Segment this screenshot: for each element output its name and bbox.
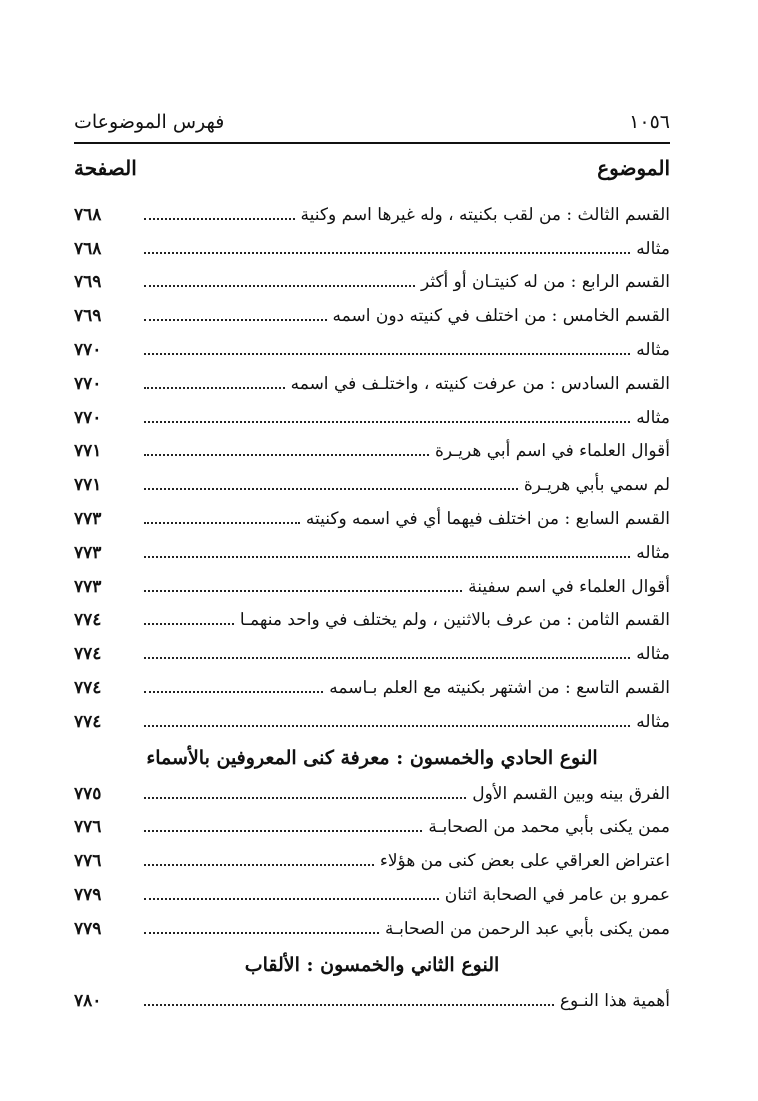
toc-entry (74, 536, 670, 570)
toc-entry-page: ٧٧٩ (74, 885, 102, 906)
toc-entry-title: عمرو بن عامر في الصحابة اثنان (444, 885, 670, 906)
toc-entry (74, 705, 670, 739)
toc-entry (74, 844, 670, 878)
dot-leader (144, 319, 327, 321)
dot-leader (144, 797, 466, 799)
toc-entry (74, 604, 670, 638)
toc-entry (74, 468, 670, 502)
toc-entry (74, 984, 670, 1018)
dot-leader (144, 830, 422, 832)
toc-entry-title: مثاله (636, 238, 670, 259)
toc-entry-title: القسم الثالث : من لقب بكنيته ، وله غيرها اسم وكنية (300, 204, 670, 225)
dot-leader (144, 218, 295, 220)
dot-leader (144, 590, 462, 592)
toc-entry-title: ممن يكنى بأبي محمد من الصحابـة (428, 817, 670, 838)
toc-entry (74, 671, 670, 705)
toc-entry (74, 435, 670, 469)
toc-entry-page: ٧٧٦ (74, 851, 102, 872)
toc-entry-title: أقوال العلماء في اسم سفينة (468, 576, 670, 597)
toc-entry-page: ٧٧٣ (74, 542, 102, 563)
toc-entry-title: مثاله (636, 340, 670, 361)
toc-entry-page: ٧٦٩ (74, 306, 102, 327)
toc-block-1 (74, 198, 670, 739)
toc-entry-title: القسم التاسع : من اشتهر بكنيته مع العلم بـاسمه (329, 678, 670, 699)
page-title: فهرس الموضوعات (74, 111, 225, 133)
toc-entry-title: مثاله (636, 407, 670, 428)
dot-leader (144, 691, 323, 693)
toc-entry-title: مثاله (636, 644, 670, 665)
toc-entry-title: أقوال العلماء في اسم أبي هريـرة (434, 441, 670, 462)
dot-leader (144, 488, 518, 490)
section-heading: النوع الحادي والخمسون : معرفة كنى المعروفين بالأسماء (146, 746, 598, 769)
toc-entry-title: اعتراض العراقي على بعض كنى من هؤلاء (379, 851, 670, 872)
toc-entry-title: ممن يكنى بأبي عبد الرحمن من الصحابـة (385, 918, 670, 939)
toc-entry (74, 570, 670, 604)
running-head (74, 104, 670, 140)
toc-entry-page: ٧٨٠ (74, 990, 102, 1011)
dot-leader (144, 725, 630, 727)
toc-entry (74, 299, 670, 333)
toc-entry-title: لم سمي بأبي هريـرة (523, 475, 670, 496)
toc-entry (74, 232, 670, 266)
dot-leader (144, 454, 429, 456)
dot-leader (144, 387, 285, 389)
toc-entry-page: ٧٧١ (74, 475, 102, 496)
dot-leader (144, 522, 300, 524)
toc-entry-page: ٧٧٠ (74, 373, 102, 394)
toc-entry-page: ٧٦٨ (74, 238, 102, 259)
toc-entry (74, 502, 670, 536)
toc-entry-title: مثاله (636, 711, 670, 732)
toc-entry-title: القسم الثامن : من عرف بالاثنين ، ولم يختلف في واحد منهمـا (239, 610, 670, 631)
toc-entry-page: ٧٧٠ (74, 340, 102, 361)
toc-entry-page: ٧٧٤ (74, 678, 102, 699)
toc-entry-title: الفرق بينه وبين القسم الأول (472, 783, 670, 804)
toc-entry-page: ٧٧٣ (74, 576, 102, 597)
dot-leader (144, 864, 374, 866)
table-of-contents (74, 198, 670, 1018)
toc-entry (74, 878, 670, 912)
toc-entry-title: القسم السادس : من عرفت كنيته ، واختلـف في اسمه (290, 373, 670, 394)
toc-block-2 (74, 777, 670, 946)
dot-leader (144, 623, 234, 625)
toc-entry-page: ٧٧٤ (74, 711, 102, 732)
dot-leader (144, 556, 630, 558)
toc-entry (74, 266, 670, 300)
toc-entry-page: ٧٧٤ (74, 610, 102, 631)
page-number: ١٠٥٦ (629, 111, 670, 133)
section-heading: النوع الثاني والخمسون : الألقاب (244, 953, 500, 976)
dot-leader (144, 421, 630, 423)
toc-entry (74, 777, 670, 811)
dot-leader (144, 353, 630, 355)
toc-entry-title: القسم الرابع : من له كنيتـان أو أكثر (420, 272, 670, 293)
dot-leader (144, 932, 379, 934)
toc-entry-page: ٧٦٨ (74, 204, 102, 225)
toc-block-3 (74, 984, 670, 1018)
toc-entry-title: القسم الخامس : من اختلف في كنيته دون اسمه (332, 306, 670, 327)
toc-entry (74, 198, 670, 232)
header-rule (74, 142, 670, 144)
toc-entry-page: ٧٧٤ (74, 644, 102, 665)
page-column-header: الصفحة (74, 156, 137, 180)
toc-entry-page: ٧٧٩ (74, 918, 102, 939)
toc-entry (74, 333, 670, 367)
toc-entry (74, 637, 670, 671)
dot-leader (144, 657, 630, 659)
dot-leader (144, 898, 439, 900)
dot-leader (144, 285, 415, 287)
toc-entry-page: ٧٧٥ (74, 783, 102, 804)
column-headers (74, 148, 670, 188)
dot-leader (144, 252, 630, 254)
toc-entry (74, 401, 670, 435)
toc-entry-title: القسم السابع : من اختلف فيهما أي في اسمه وكنيته (305, 509, 670, 530)
toc-entry-page: ٧٧١ (74, 441, 102, 462)
toc-entry (74, 367, 670, 401)
toc-entry-page: ٧٧٦ (74, 817, 102, 838)
toc-entry (74, 912, 670, 946)
toc-entry-page: ٧٧٣ (74, 509, 102, 530)
toc-entry-title: أهمية هذا النـوع (559, 990, 670, 1011)
dot-leader (144, 1004, 554, 1006)
toc-entry-title: مثاله (636, 542, 670, 563)
topic-column-header: الموضوع (597, 156, 670, 180)
toc-entry-page: ٧٧٠ (74, 407, 102, 428)
toc-entry-page: ٧٦٩ (74, 272, 102, 293)
toc-entry (74, 811, 670, 845)
